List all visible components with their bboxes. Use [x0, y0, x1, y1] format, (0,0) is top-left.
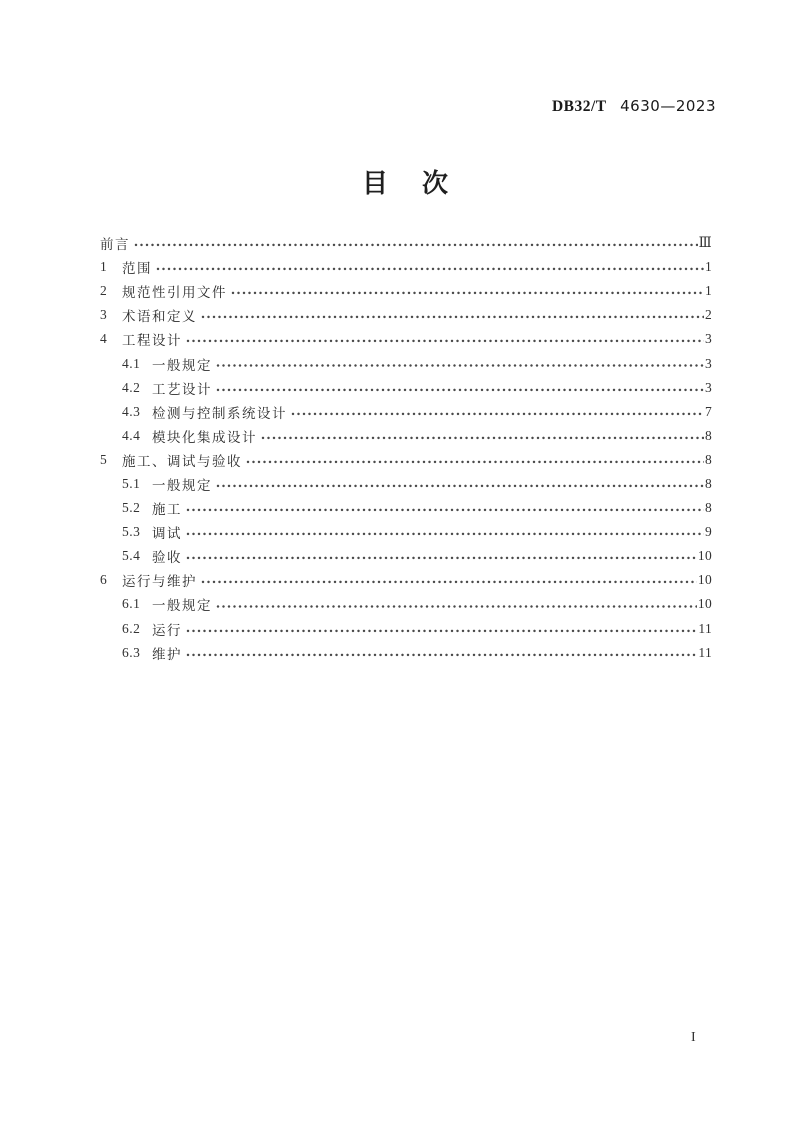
toc-entry-number: 4.2 [122, 379, 141, 395]
page-title: 目 次 [361, 168, 452, 198]
toc-entry [100, 568, 712, 592]
toc-entry-number: 5 [100, 451, 108, 467]
toc-entry-page: 1 [704, 259, 712, 275]
toc-entry-label: 工程设计 [122, 333, 182, 349]
toc-entry [100, 520, 712, 544]
dot-leader [201, 568, 697, 592]
toc-entry-page: 2 [704, 307, 712, 323]
toc-entry-number: 6.1 [122, 596, 141, 612]
dot-leader [186, 544, 697, 568]
toc-entry-label: 规范性引用文件 [122, 285, 227, 301]
toc-entry-page: 8 [704, 427, 712, 443]
toc-entry [100, 255, 712, 279]
toc-entry-page: 3 [704, 331, 712, 347]
toc-entry-page: 8 [704, 500, 712, 516]
toc-entry [100, 400, 712, 424]
dot-leader [134, 231, 698, 255]
dot-leader [231, 279, 704, 303]
toc-entry-number: 5.4 [122, 548, 141, 564]
toc-entry-page: 3 [704, 379, 712, 395]
toc-entry-label: 施工、调试与验收 [122, 453, 242, 469]
dot-leader [186, 617, 697, 641]
dot-leader [261, 424, 704, 448]
header-spacer [611, 98, 616, 115]
dot-leader [201, 303, 704, 327]
standard-code-prefix: DB32/T [551, 98, 607, 115]
toc-entry-label: 维护 [152, 646, 182, 662]
toc-entry [100, 641, 712, 665]
toc-entry-label: 工艺设计 [152, 381, 212, 397]
toc-entry [100, 592, 712, 616]
toc-entry-number: 4.1 [122, 355, 141, 371]
toc-entry-page: 11 [698, 620, 712, 636]
toc-entry-number: 6 [100, 572, 108, 588]
toc-entry-label: 运行 [152, 622, 182, 638]
toc-entry-page: 10 [697, 596, 712, 612]
toc-entry-label: 术语和定义 [122, 309, 197, 325]
toc-entry [100, 351, 712, 375]
toc-entry-number: 3 [100, 307, 108, 323]
toc-entry-page: 10 [697, 572, 712, 588]
dot-leader [246, 448, 704, 472]
toc-entry-page: Ⅲ [698, 235, 712, 251]
toc-entry [100, 376, 712, 400]
toc-entry-label: 模块化集成设计 [152, 429, 257, 445]
toc-entry-page: 8 [704, 475, 712, 491]
toc-entry-label: 运行与维护 [122, 574, 197, 590]
toc-entry-number: 6.3 [122, 644, 141, 660]
footer-page-number: I [691, 1030, 696, 1045]
dot-leader [291, 400, 704, 424]
toc-entry [100, 327, 712, 351]
toc-entry-number: 4 [100, 331, 108, 347]
toc-list [100, 231, 712, 665]
toc-entry-page: 7 [704, 403, 712, 419]
toc-entry-label: 一般规定 [152, 357, 212, 373]
toc-entry-number: 5.1 [122, 475, 141, 491]
dot-leader [186, 641, 697, 665]
toc-entry-number: 1 [100, 259, 108, 275]
dot-leader [186, 327, 704, 351]
toc-entry-label: 范围 [122, 261, 152, 277]
toc-entry-label: 一般规定 [152, 598, 212, 614]
dot-leader [156, 255, 704, 279]
toc-entry-page: 1 [704, 283, 712, 299]
toc-entry-number: 4.3 [122, 403, 141, 419]
toc-entry [100, 472, 712, 496]
toc-entry-number: 4.4 [122, 427, 141, 443]
toc-entry-page: 3 [704, 355, 712, 371]
toc-entry [100, 279, 712, 303]
toc-entry [100, 544, 712, 568]
toc-entry-page: 11 [698, 644, 712, 660]
toc-entry-number: 5.3 [122, 524, 141, 540]
toc-entry [100, 496, 712, 520]
standard-code-number: 4630—2023 [620, 97, 716, 115]
dot-leader [216, 351, 704, 375]
toc-entry [100, 303, 712, 327]
toc-entry-number: 5.2 [122, 500, 141, 516]
toc-entry-label: 前言 [100, 237, 130, 253]
toc-entry-label: 一般规定 [152, 477, 212, 493]
dot-leader [216, 472, 704, 496]
toc-entry [100, 617, 712, 641]
toc-entry-label: 验收 [152, 550, 182, 566]
toc-entry-number: 6.2 [122, 620, 141, 636]
toc-entry-page: 8 [704, 451, 712, 467]
document-header [552, 97, 716, 116]
toc-entry [100, 424, 712, 448]
dot-leader [186, 520, 704, 544]
toc-entry-page: 9 [704, 524, 712, 540]
dot-leader [216, 592, 697, 616]
toc-entry-label: 调试 [152, 526, 182, 542]
toc-entry-page: 10 [697, 548, 712, 564]
dot-leader [186, 496, 704, 520]
dot-leader [216, 376, 704, 400]
toc-entry-number: 2 [100, 283, 108, 299]
toc-entry-label: 施工 [152, 502, 182, 518]
toc-entry [100, 448, 712, 472]
toc-entry [100, 231, 712, 255]
toc-entry-label: 检测与控制系统设计 [152, 405, 287, 421]
